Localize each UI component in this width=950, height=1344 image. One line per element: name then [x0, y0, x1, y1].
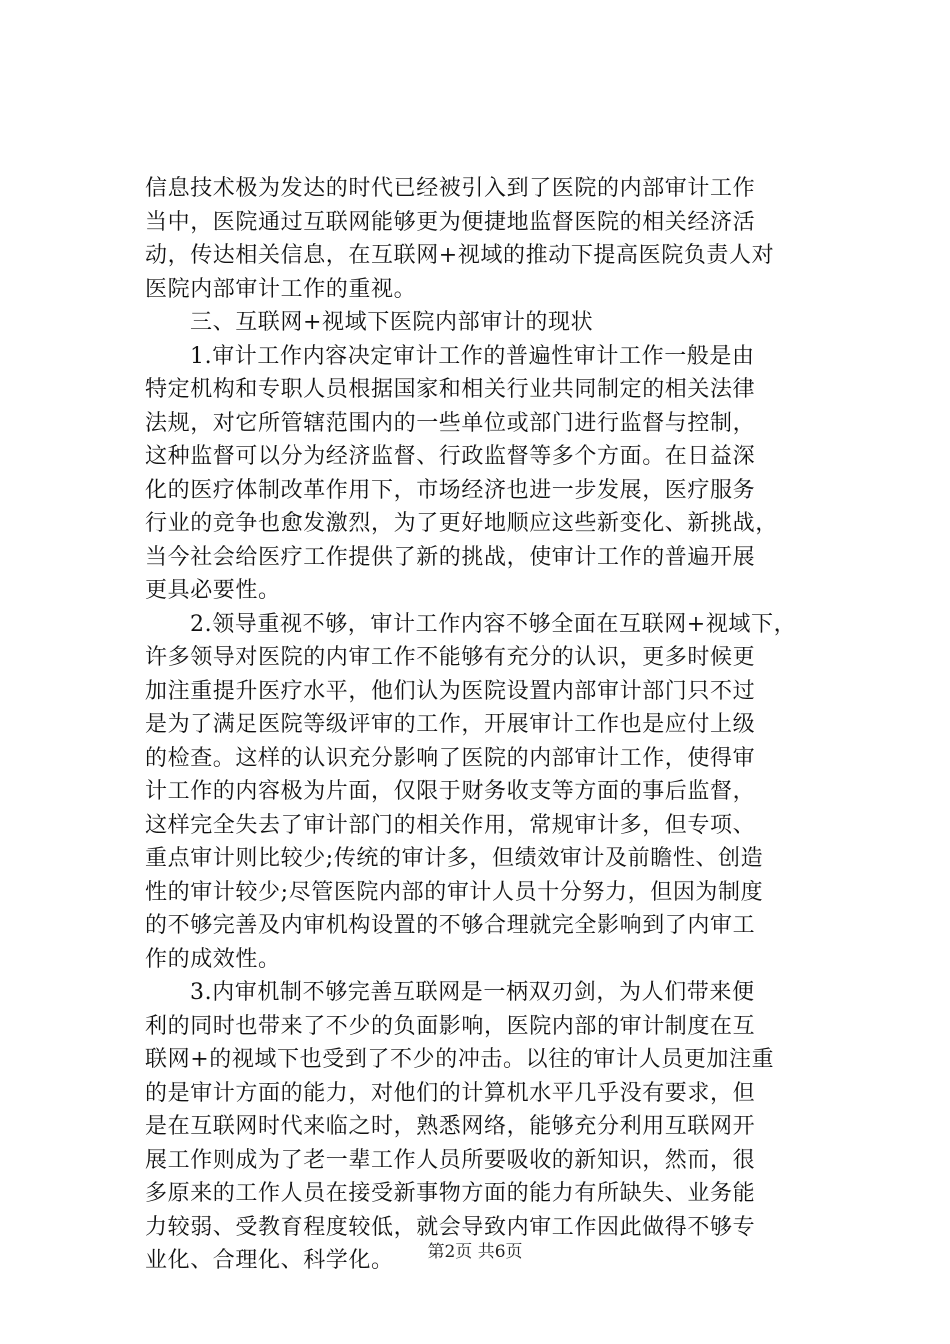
- text-line: 力较弱、受教育程度较低，就会导致内审工作因此做得不够专: [145, 1214, 756, 1240]
- text-line: 行业的竞争也愈发激烈，为了更好地顺应这些新变化、新挑战，: [145, 511, 778, 536]
- text-line: 联网+的视域下也受到了不少的冲击。以往的审计人员更加注重: [145, 1047, 775, 1072]
- text-line: 信息技术极为发达的时代已经被引入到了医院的内部审计工作: [145, 176, 756, 201]
- text-line: 特定机构和专职人员根据国家和相关行业共同制定的相关法律: [145, 377, 756, 402]
- text-line: 利的同时也带来了不少的负面影响，医院内部的审计制度在互: [145, 1013, 756, 1039]
- text-line: 是为了满足医院等级评审的工作，开展审计工作也是应付上级: [145, 712, 756, 737]
- text-line: 作的成效性。: [145, 946, 281, 972]
- text-line: 重点审计则比较少;传统的审计多，但绩效审计及前瞻性、创造: [145, 846, 764, 871]
- text-line: 化的医疗体制改革作用下，市场经济也进一步发展，医疗服务: [145, 477, 756, 503]
- text-line: 是在互联网时代来临之时，熟悉网络，能够充分利用互联网开: [145, 1114, 756, 1139]
- text-line: 的不够完善及内审机构设置的不够合理就完全影响到了内审工: [145, 913, 756, 938]
- text-line: 多原来的工作人员在接受新事物方面的能力有所缺失、业务能: [145, 1181, 756, 1206]
- text-line: 许多领导对医院的内审工作不能够有充分的认识，更多时候更: [145, 645, 756, 670]
- text-line: 的检查。这样的认识充分影响了医院的内部审计工作，使得审: [145, 745, 756, 771]
- text-line: 加注重提升医疗水平，他们认为医院设置内部审计部门只不过: [145, 678, 756, 704]
- text-line: 计工作的内容极为片面，仅限于财务收支等方面的事后监督，: [145, 779, 756, 804]
- text-line: 性的审计较少;尽管医院内部的审计人员十分努力，但因为制度: [145, 879, 764, 905]
- text-line: 展工作则成为了老一辈工作人员所要吸收的新知识，然而，很: [145, 1147, 756, 1173]
- text-line: 更具必要性。: [145, 578, 281, 603]
- text-line: 的是审计方面的能力，对他们的计算机水平几乎没有要求，但: [145, 1080, 756, 1106]
- text-line: 2.领导重视不够，审计工作内容不够全面在互联网+视域下，: [190, 611, 797, 637]
- text-line: 业化、合理化、科学化。: [145, 1248, 394, 1273]
- text-line: 1.审计工作内容决定审计工作的普遍性审计工作一般是由: [190, 343, 755, 369]
- text-line: 动，传达相关信息，在互联网+视域的推动下提高医院负责人对: [145, 243, 775, 268]
- text-line: 当今社会给医疗工作提供了新的挑战，使审计工作的普遍开展: [145, 544, 756, 570]
- text-line: 法规，对它所管辖范围内的一些单位或部门进行监督与控制，: [145, 410, 756, 436]
- text-line: 这种监督可以分为经济监督、行政监督等多个方面。在日益深: [145, 444, 756, 469]
- body-text: [145, 172, 835, 1278]
- text-line: 这样完全失去了审计部门的相关作用，常规审计多，但专项、: [145, 812, 756, 838]
- text-line: 医院内部审计工作的重视。: [145, 276, 417, 302]
- section-heading: 三、互联网+视域下医院内部审计的现状: [190, 310, 594, 335]
- text-line: 3.内审机制不够完善互联网是一柄双刃剑，为人们带来便: [190, 980, 755, 1005]
- page-number-footer: 第2页 共6页: [427, 1242, 523, 1262]
- text-line: 当中，医院通过互联网能够更为便捷地监督医院的相关经济活: [145, 209, 756, 235]
